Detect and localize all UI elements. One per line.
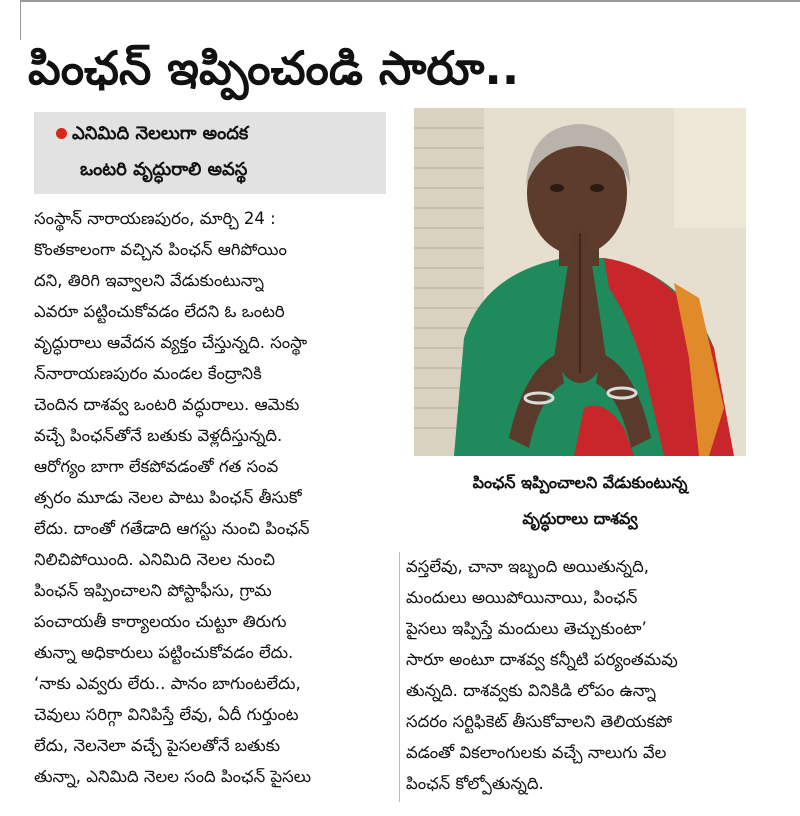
body-line: వస్తలేవు, చానా ఇబ్బంది అయితున్నది, bbox=[406, 557, 650, 576]
body-line: కొంతకాలంగా వచ్చిన పింఛన్ ఆగిపోయిం bbox=[34, 240, 287, 259]
subhead-line-2: ఒంటరి వృద్ధురాలి అవస్థ bbox=[80, 159, 248, 180]
body-line: చెందిన దాశవ్వ ఒంటరి వద్ధురాలు. ఆమెకు bbox=[34, 395, 300, 414]
top-rule bbox=[20, 0, 800, 2]
column-divider bbox=[399, 552, 400, 802]
body-line: త్సరం మూడు నెలల పాటు పింఛన్ తీసుకో bbox=[34, 488, 302, 507]
subhead-line-1: ఎనిమిది నెలలుగా అందక bbox=[72, 123, 249, 144]
headline: పింఛన్ ఇప్పించండి సారూ.. bbox=[28, 41, 520, 95]
article-body-left bbox=[34, 204, 394, 804]
body-line: వచ్చే పింఛన్‌తోనే బతుకు వెళ్లదీస్తున్నది. bbox=[34, 426, 283, 445]
body-line: ఆరోగ్యం బాగా లేకపోవడంతో గత సంవ bbox=[34, 457, 279, 476]
left-rule bbox=[20, 0, 21, 40]
article-photo bbox=[414, 108, 746, 456]
caption-line-1: పింఛన్ ఇప్పించాలని వేడుకుంటున్న bbox=[472, 473, 688, 492]
body-line: వడంతో వికలాంగులకు వచ్చే నాలుగు వేల bbox=[406, 743, 667, 762]
elderly-woman-photo bbox=[414, 108, 746, 456]
body-line: పింఛన్ ఇప్పించాలని పోస్టాఫీసు, గ్రామ bbox=[34, 581, 272, 600]
body-line: తున్నా అధికారులు పట్టించుకోవడం లేదు. bbox=[34, 643, 294, 662]
article-body-right bbox=[406, 552, 780, 802]
caption-line-2: వృద్ధురాలు దాశవ్వ bbox=[522, 509, 638, 528]
body-line: పంచాయతీ కార్యాలయం చుట్టూ తిరుగు bbox=[34, 612, 287, 631]
photo-caption bbox=[414, 456, 746, 542]
body-line: వృద్ధురాలు ఆవేదన వ్యక్తం చేస్తున్నది. సంస్థా bbox=[34, 333, 308, 352]
body-line: సదరం సర్టిఫికెట్ తీసుకోవాలని తెలియకపో bbox=[406, 712, 672, 731]
body-line: మందులు అయిపోయినాయి, పింఛన్ bbox=[406, 588, 638, 607]
body-line: సారూ అంటూ దాశవ్వ కన్నీటి పర్యంతమవు bbox=[406, 650, 678, 669]
body-line: పైసలు ఇప్పిస్తే మందులు తెచ్చుకుంటా’ bbox=[406, 619, 647, 638]
body-line: ‘నాకు ఎవ్వరు లేరు.. పానం బాగుంటలేదు, bbox=[34, 674, 301, 693]
body-line: న్‌నారాయణపురం మండల కేంద్రానికి bbox=[34, 364, 262, 383]
body-line: దని, తిరిగి ఇవ్వాలని వేడుకుంటున్నా bbox=[34, 271, 264, 290]
body-line: ఎవరూ పట్టించుకోవడం లేదని ఓ ఒంటరి bbox=[34, 302, 285, 321]
body-line: లేదు, నెలనెలా వచ్చే పైసలతోనే బతుకు bbox=[34, 736, 281, 755]
body-line: సంస్థాన్ నారాయణపురం, మార్చి 24 : bbox=[34, 209, 276, 228]
body-line: తున్నా, ఎనిమిది నెలల సంది పింఛన్ పైసలు bbox=[34, 767, 312, 786]
body-line: నిలిచిపోయింది. ఎనిమిది నెలల నుంచి bbox=[34, 550, 276, 569]
body-line: లేదు. దాంతో గతేడాది ఆగస్టు నుంచి పింఛన్ bbox=[34, 519, 310, 538]
body-line: చెవులు సరిగ్గా వినిపిస్తే లేవు, ఏదీ గుర్తుంట bbox=[34, 705, 299, 724]
body-line: తున్నది. దాశవ్వకు వినికిడి లోపం ఉన్నా bbox=[406, 681, 656, 700]
body-line: పింఛన్ కోల్పోతున్నది. bbox=[406, 774, 544, 793]
